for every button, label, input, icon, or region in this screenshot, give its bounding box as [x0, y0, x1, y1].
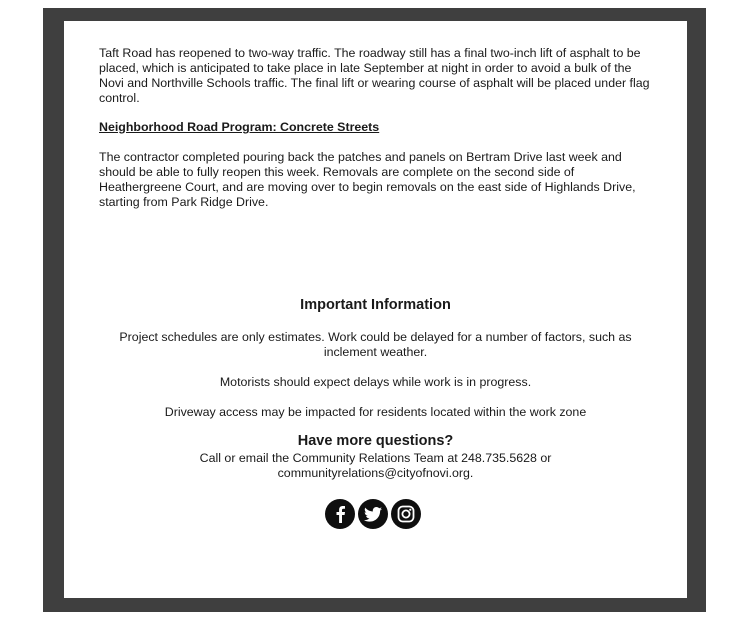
- important-info-title: Important Information: [300, 297, 451, 313]
- instagram-icon[interactable]: [391, 499, 421, 529]
- delay-note: Motorists should expect delays while work is in progress.: [219, 375, 532, 389]
- social-links: [325, 499, 427, 529]
- twitter-icon[interactable]: [358, 499, 388, 529]
- facebook-icon[interactable]: [325, 499, 355, 529]
- driveway-access-note: Driveway access may be impacted for residents located within the work zone: [164, 405, 587, 419]
- concrete-streets-heading: Neighborhood Road Program: Concrete Streets: [99, 120, 380, 134]
- newsletter-frame: [43, 8, 706, 612]
- concrete-streets-paragraph: The contractor completed pouring back the patches and panels on Bertram Drive last week and should be able to fully reopen this week. Removals are complete on the second side of Heathergreene Court, and are moving over to begin removals on the east side of Highlands Drive, starting from Park Ridge Drive.: [99, 150, 636, 209]
- taft-road-paragraph: Taft Road has reopened to two-way traffic. The roadway still has a final two-inch lift of asphalt to be placed, which is anticipated to take place in late September at night in order to avoid a bulk of the Novi and Northville Schools traffic. The final lift or wearing course of asphalt will be placed under flag control.: [99, 46, 650, 105]
- questions-title: Have more questions?: [297, 433, 454, 449]
- schedule-estimate-note: Project schedules are only estimates. Work could be delayed for a number of factors, such as inclement weather.: [119, 330, 632, 359]
- contact-text: Call or email the Community Relations Team at 248.735.5628 or communityrelations@cityofnovi.org.: [199, 451, 552, 480]
- newsletter-page: [64, 21, 687, 598]
